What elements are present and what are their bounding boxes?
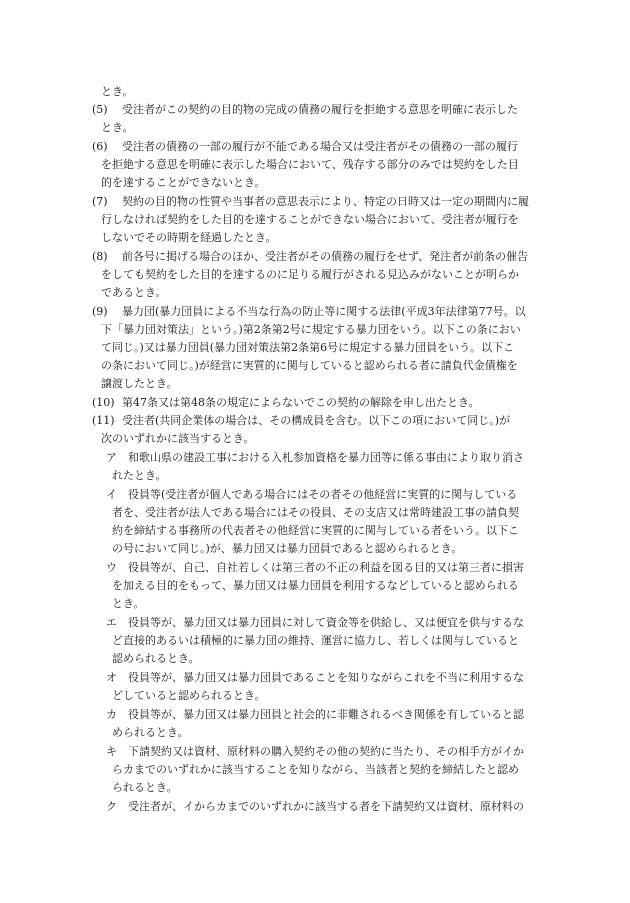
text-line: られるとき。 [112, 781, 178, 794]
text-line: 受注者(共同企業体の場合は、その構成員を含む。以下この項において同じ。)が [122, 414, 511, 427]
text-line: の条において同じ。)が経営に実質的に関与していると認められる者に請負代金債権を [101, 359, 518, 372]
text-line: の号において同じ。)が、暴力団又は暴力団員であると認められるとき。 [112, 542, 463, 555]
text-line: 役員等が、暴力団又は暴力団員に対して資金等を供給し、又は便宜を供与するな [128, 616, 524, 629]
text-line: 下請契約又は資材、原材料の購入契約その他の契約に当たり、その相手方がイか [128, 745, 524, 758]
text-line: しないでその時期を経過したとき。 [101, 231, 277, 244]
text-line: 認められるとき。 [112, 652, 200, 665]
text-line: 受注者の債務の一部の履行が不能である場合又は受注者がその債務の一部の履行 [122, 140, 518, 153]
text-line: 次のいずれかに該当するとき。 [101, 432, 255, 445]
sub-item-marker: ア [106, 451, 117, 464]
item-number: (9) [92, 305, 108, 318]
text-line: 役員等が、暴力団又は暴力団員であることを知りながらこれを不当に利用するな [128, 671, 524, 684]
text-line: 暴力団(暴力団員による不当な行為の防止等に関する法律(平成3年法律第77号。以 [122, 305, 526, 318]
text-line: 譲渡したとき。 [101, 377, 178, 390]
item-number: (7) [92, 195, 108, 208]
text-line: 和歌山県の建設工事における入札参加資格を暴力団等に係る事由により取り消さ [128, 451, 524, 464]
text-line: 受注者がこの契約の目的物の完成の債務の履行を拒絶する意思を明確に表示した [122, 103, 518, 116]
text-line: 前各号に掲げる場合のほか、受注者がその債務の履行をせず、発注者が前条の催告 [122, 250, 529, 263]
sub-item-marker: キ [106, 745, 117, 758]
text-line: らカまでのいずれかに該当することを知りながら、当該者と契約を締結したと認め [112, 763, 519, 776]
text-line: て同じ。)又は暴力団員(暴力団対策法第2条第6号に規定する暴力団員をいう。以下こ [101, 341, 515, 354]
text-line: ど直接的あるいは積極的に暴力団の維持、運営に協力し、若しくは関与していると [112, 634, 519, 647]
text-line: 者を、受注者が法人である場合にはその役員、その支店又は常時建設工事の請負契 [112, 506, 519, 519]
text-line: 受注者が、イからカまでのいずれかに該当する者を下請契約又は資材、原材料の [128, 800, 524, 813]
text-line: められるとき。 [112, 726, 189, 739]
text-line: とき。 [112, 597, 145, 610]
text-line: 的を達することができないとき。 [101, 176, 266, 189]
text-line: を加える目的をもって、暴力団又は暴力団員を利用するなどしていると認められる [112, 579, 519, 592]
text-line: 役員等が、自己、自社若しくは第三者の不正の利益を図る目的又は第三者に損害 [128, 561, 524, 574]
text-line: れたとき。 [112, 469, 167, 482]
item-number: (8) [92, 250, 108, 263]
text-line: とき。 [101, 85, 134, 98]
text-line: 契約の目的物の性質や当事者の意思表示により、特定の日時又は一定の期間内に履 [122, 195, 529, 208]
item-number: (6) [92, 140, 108, 153]
text-line: をしても契約をした目的を達するのに足りる履行がされる見込みがないことが明らか [101, 268, 519, 281]
text-line: 第47条又は第48条の規定によらないでこの契約の解除を申し出たとき。 [122, 396, 480, 409]
text-line: を拒絶する意思を明確に表示した場合において、残存する部分のみでは契約をした目 [101, 158, 519, 171]
text-line: 役員等(受注者が個人である場合にはその者その他経営に実質的に関与している [128, 488, 518, 501]
text-line: とき。 [101, 121, 134, 134]
text-line: 役員等が、暴力団又は暴力団員と社会的に非難されるべき関係を有していると認 [128, 708, 524, 721]
item-number: (5) [92, 103, 108, 116]
item-number: (10) [92, 396, 115, 409]
sub-item-marker: カ [106, 708, 117, 721]
text-line: どしていると認められるとき。 [112, 689, 266, 702]
text-line: 行しなければ契約をした目的を達することができない場合において、受注者が履行を [101, 213, 519, 226]
sub-item-marker: オ [106, 671, 117, 684]
sub-item-marker: ウ [106, 561, 117, 574]
text-line: であるとき。 [101, 286, 167, 299]
text-line: 下「暴力団対策法」という。)第2条第2号に規定する暴力団をいう。以下この条におい [101, 323, 521, 336]
sub-item-marker: ク [106, 800, 117, 813]
text-line: 約を締結する事務所の代表者その他経営に実質的に関与している者をいう。以下こ [112, 524, 519, 537]
sub-item-marker: エ [106, 616, 117, 629]
sub-item-marker: イ [106, 488, 117, 501]
item-number: (11) [92, 414, 115, 427]
